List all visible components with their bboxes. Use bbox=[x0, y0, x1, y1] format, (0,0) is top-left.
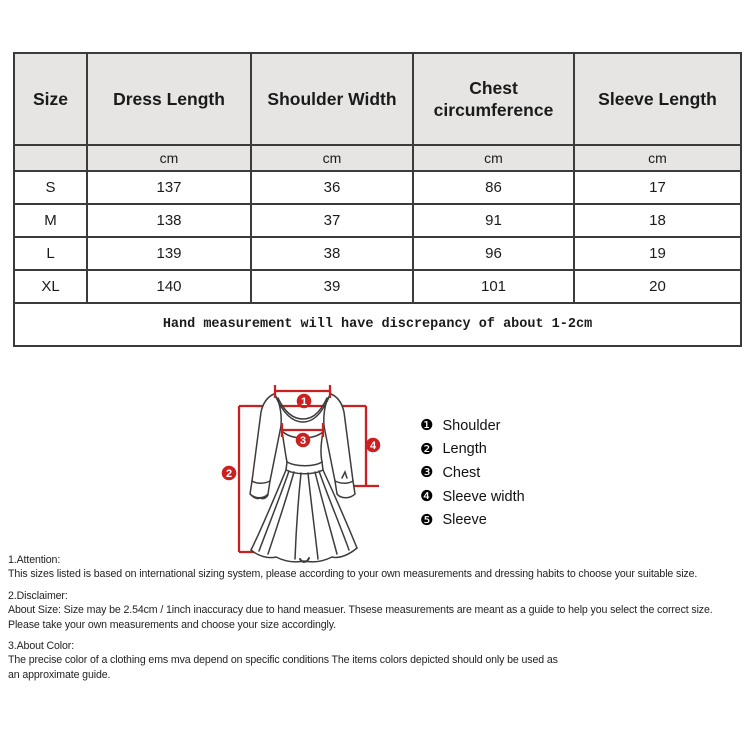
size-cell: M bbox=[14, 204, 87, 237]
value-cell: 139 bbox=[87, 237, 251, 270]
legend-item-sleeve bbox=[420, 508, 525, 532]
value-cell: 18 bbox=[574, 204, 741, 237]
value-cell: 37 bbox=[251, 204, 413, 237]
header-cell-shoulder-width: Shoulder Width bbox=[251, 53, 413, 145]
unit-cell: cm bbox=[251, 145, 413, 171]
about-color-heading: 3.About Color: bbox=[8, 640, 75, 653]
value-cell: 137 bbox=[87, 171, 251, 204]
header-cell-dress-length: Dress Length bbox=[87, 53, 251, 145]
measurement-note-row bbox=[14, 303, 741, 346]
value-cell: 38 bbox=[251, 237, 413, 270]
value-cell: 91 bbox=[413, 204, 574, 237]
value-cell: 39 bbox=[251, 270, 413, 303]
attention-heading: 1.Attention: bbox=[8, 554, 61, 566]
svg-text:2: 2 bbox=[225, 468, 233, 480]
value-cell: 36 bbox=[251, 171, 413, 204]
legend-label: Sleeve bbox=[442, 512, 487, 529]
header-cell-size: Size bbox=[14, 53, 87, 145]
table-row-s bbox=[14, 171, 741, 204]
circled-5-icon: ❺ bbox=[420, 511, 434, 529]
notes-block bbox=[8, 553, 750, 689]
unit-cell: cm bbox=[413, 145, 574, 171]
legend-item-shoulder bbox=[420, 414, 525, 438]
unit-cell: cm bbox=[574, 145, 741, 171]
circled-1-icon: ❶ bbox=[420, 417, 434, 435]
svg-text:3: 3 bbox=[299, 435, 307, 447]
size-cell: L bbox=[14, 237, 87, 270]
marker-3-icon bbox=[296, 433, 311, 448]
legend-label: Length bbox=[442, 441, 487, 458]
circled-4-icon: ❹ bbox=[420, 488, 434, 506]
circled-2-icon: ❷ bbox=[420, 440, 434, 458]
svg-text:1: 1 bbox=[300, 396, 308, 408]
value-cell: 96 bbox=[413, 237, 574, 270]
disclaimer-heading: 2.Disclaimer: bbox=[8, 589, 68, 602]
table-row-m bbox=[14, 204, 741, 237]
size-cell: S bbox=[14, 171, 87, 204]
legend-item-length bbox=[420, 438, 525, 462]
table-row-l bbox=[14, 237, 741, 270]
value-cell: 17 bbox=[574, 171, 741, 204]
table-row-xl bbox=[14, 270, 741, 303]
measurement-note: Hand measurement will have discrepancy of about 1-2cm bbox=[14, 303, 741, 346]
marker-2-icon bbox=[222, 466, 237, 481]
header-cell-sleeve-length: Sleeve Length bbox=[574, 53, 741, 145]
about-color-section bbox=[8, 639, 750, 682]
about-color-text-line1: The precise color of a clothing ems mva depend on specific conditions The items colors depicted should only be used as bbox=[8, 654, 558, 667]
disclaimer-text-line2: Please take your own measurements and choose your size accordingly. bbox=[8, 618, 336, 631]
unit-row bbox=[14, 145, 741, 171]
disclaimer-section bbox=[8, 589, 750, 632]
unit-cell bbox=[14, 145, 87, 171]
size-cell: XL bbox=[14, 270, 87, 303]
dress-diagram-svg bbox=[218, 382, 384, 564]
legend-label: Sleeve width bbox=[442, 488, 525, 505]
disclaimer-text-line1: About Size: Size may be 2.54cm / 1inch inaccuracy due to hand measuer. Thsese measurements are meant as a guide to help you select the correct size. bbox=[8, 604, 713, 617]
dress-measurement-diagram bbox=[218, 382, 384, 564]
about-color-text-line2: an approximate guide. bbox=[8, 668, 111, 681]
legend-item-chest bbox=[420, 461, 525, 485]
size-table bbox=[13, 52, 742, 347]
legend-label: Chest bbox=[442, 464, 481, 481]
marker-1-icon bbox=[297, 394, 312, 409]
value-cell: 20 bbox=[574, 270, 741, 303]
circled-3-icon: ❸ bbox=[420, 464, 434, 482]
attention-section bbox=[8, 553, 750, 582]
marker-4-icon bbox=[366, 438, 381, 453]
value-cell: 86 bbox=[413, 171, 574, 204]
header-cell-chest-circumference: Chest circumference bbox=[413, 53, 574, 145]
value-cell: 140 bbox=[87, 270, 251, 303]
measurement-legend bbox=[420, 414, 525, 532]
table-header-row bbox=[14, 53, 741, 145]
svg-text:4: 4 bbox=[369, 440, 377, 452]
attention-text: This sizes listed is based on international sizing system, please according to your own measurements and dressing habits to choose your suitable size. bbox=[8, 568, 698, 581]
value-cell: 101 bbox=[413, 270, 574, 303]
value-cell: 19 bbox=[574, 237, 741, 270]
legend-label: Shoulder bbox=[442, 417, 501, 434]
value-cell: 138 bbox=[87, 204, 251, 237]
unit-cell: cm bbox=[87, 145, 251, 171]
legend-item-sleeve-width bbox=[420, 485, 525, 509]
